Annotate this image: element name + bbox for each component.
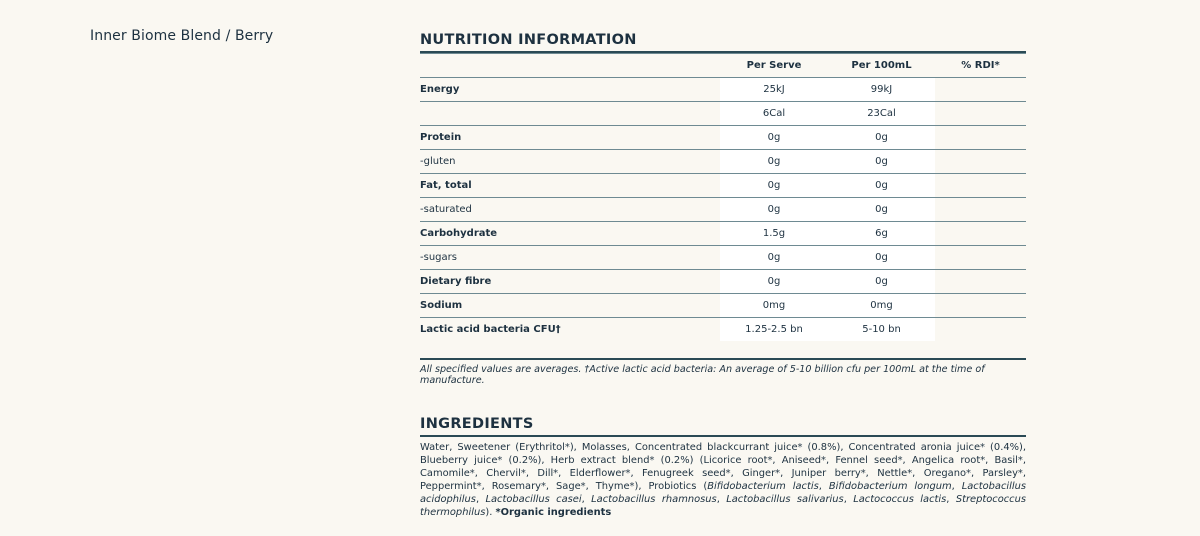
rdi-value [935,78,1026,102]
nutrition-footnote: All specified values are averages. †Active lactic acid bacteria: An average of 5-10 billion cfu per 100mL at the time of manufacture. [420,364,985,386]
row-label [420,102,720,126]
per-serve-value: 0g [720,174,828,198]
per-100ml-value: 0mg [828,294,935,318]
per-serve-value: 0g [720,198,828,222]
per-100ml-value: 0g [828,126,935,150]
row-label: -sugars [420,246,720,270]
per-serve-value: 0g [720,126,828,150]
per-100ml-value: 5-10 bn [828,318,935,342]
row-label: Carbohydrate [420,222,720,246]
per-serve-value: 0mg [720,294,828,318]
table-row-saturated [420,198,1026,222]
per-serve-value: 25kJ [720,78,828,102]
nutrition-heading: NUTRITION INFORMATION [420,32,637,48]
table-row-energy-kj [420,78,1026,102]
per-serve-value: 1.25-2.5 bn [720,318,828,342]
rdi-value [935,126,1026,150]
header-per-100ml: Per 100mL [828,54,935,78]
rdi-value [935,198,1026,222]
per-100ml-value: 0g [828,174,935,198]
ingredients-list: Water, Sweetener (Erythritol*), Molasses, Concentrated blackcurrant juice* (0.8%), Concentrated aronia juice* (0.4%), Blueberry juice* (0.2%), Herb extract blend* (0.2%) (Licorice root*, Aniseed*, Fennel seed*, Angelica root*, Basil*, Camomile*, Chervil*, Dill*, Elderflower*, Fenugreek seed*, Ginger*, Juniper berry*, Nettle*, Oregano*, Parsley*, Peppermint*, Rosemary*, Sage*, Thyme*), Probiotics (Bifidobacterium lactis, Bifidobacterium longum, Lactobacillus acidophilus, Lactobacillus casei, Lactobacillus rhamnosus, Lactobacillus salivarius, Lactococcus lactis, Streptococcus thermophilus). *Organic ingredients [420,442,1027,518]
per-serve-value: 1.5g [720,222,828,246]
per-serve-value: 0g [720,150,828,174]
per-100ml-value: 0g [828,150,935,174]
ingredients-divider [420,435,1026,437]
per-100ml-value: 0g [828,270,935,294]
probiotic-strain: Lactococcus lactis [853,494,947,505]
header-per-serve: Per Serve [720,54,828,78]
probiotic-strain: Lactobacillus salivarius [726,494,844,505]
per-100ml-value: 0g [828,246,935,270]
table-row-sugars [420,246,1026,270]
row-label: Fat, total [420,174,720,198]
per-100ml-value: 23Cal [828,102,935,126]
row-label: -gluten [420,150,720,174]
ingredients-close: ). [485,507,496,518]
nutrition-table [420,53,1026,341]
table-row-lactic-acid-bacteria [420,318,1026,342]
table-row-dietary-fibre [420,270,1026,294]
rdi-value [935,246,1026,270]
header-rdi: % RDI* [935,54,1026,78]
per-100ml-value: 99kJ [828,78,935,102]
table-row-sodium [420,294,1026,318]
probiotic-strain: Bifidobacterium longum [828,481,952,492]
row-label: Dietary fibre [420,270,720,294]
table-row-carbohydrate [420,222,1026,246]
row-label: -saturated [420,198,720,222]
row-label: Protein [420,126,720,150]
probiotic-strain: Lactobacillus casei [485,494,582,505]
nutrition-panel [420,32,1026,519]
per-serve-value: 6Cal [720,102,828,126]
row-label: Energy [420,78,720,102]
rdi-value [935,102,1026,126]
rdi-value [935,150,1026,174]
ingredients-main-text: Water, Sweetener (Erythritol*), Molasses, Concentrated blackcurrant juice* (0.8%), Concentrated aronia juice* (0.4%), Blueberry juice* (0.2%), Herb extract blend* (0.2%) (Licorice root*, Aniseed*, Fennel seed*, Angelica root*, Basil*, Camomile*, Chervil*, Dill*, Elderflower*, Fenugreek seed*, Ginger*, Juniper berry*, Nettle*, Oregano*, Parsley*, Peppermint*, Rosemary*, Sage*, Thyme*), Probiotics ( [420,442,1026,492]
rdi-value [935,294,1026,318]
table-row-energy-cal [420,102,1026,126]
table-row-gluten [420,150,1026,174]
row-label: Sodium [420,294,720,318]
table-row-fat-total [420,174,1026,198]
per-100ml-value: 0g [828,198,935,222]
row-label: Lactic acid bacteria CFU† [420,324,561,335]
per-serve-value: 0g [720,270,828,294]
probiotic-strain: Lactobacillus acidophilus [420,481,1027,505]
probiotic-strain: Streptococcus thermophilus [420,494,1027,518]
organic-note: *Organic ingredients [495,507,612,518]
product-title: Inner Biome Blend / Berry [90,28,274,44]
per-100ml-value: 6g [828,222,935,246]
table-row-protein [420,126,1026,150]
rdi-value [935,270,1026,294]
probiotic-strain: Bifidobacterium lactis [707,481,819,492]
per-serve-value: 0g [720,246,828,270]
header-label [420,54,720,78]
ingredients-heading: INGREDIENTS [420,416,534,432]
table-header-row [420,54,1026,78]
rdi-value [935,174,1026,198]
probiotic-strain: Lactobacillus rhamnosus [591,494,717,505]
rdi-value [935,222,1026,246]
rdi-value [935,318,1026,342]
table-bottom-divider [420,341,1026,360]
